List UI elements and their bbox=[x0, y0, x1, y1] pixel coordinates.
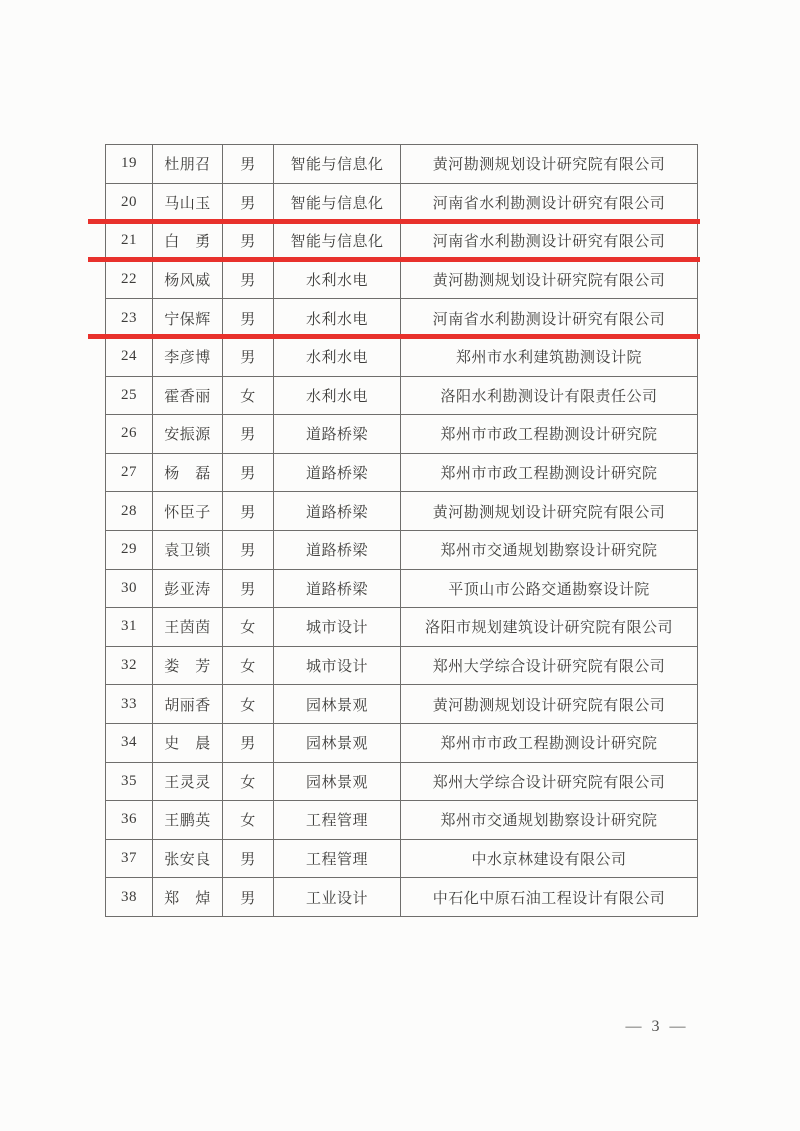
cell-company: 黄河勘测规划设计研究院有限公司 bbox=[401, 260, 698, 299]
table-row bbox=[106, 878, 698, 917]
cell-field: 园林景观 bbox=[274, 762, 401, 801]
cell-gender: 男 bbox=[223, 222, 274, 261]
cell-company: 黄河勘测规划设计研究院有限公司 bbox=[401, 685, 698, 724]
table-row bbox=[106, 801, 698, 840]
cell-name: 王鹏英 bbox=[153, 801, 223, 840]
cell-company: 郑州大学综合设计研究院有限公司 bbox=[401, 762, 698, 801]
cell-field: 工业设计 bbox=[274, 878, 401, 917]
cell-no: 26 bbox=[106, 415, 153, 454]
cell-name: 安振源 bbox=[153, 415, 223, 454]
cell-company: 黄河勘测规划设计研究院有限公司 bbox=[401, 492, 698, 531]
cell-name: 马山玉 bbox=[153, 183, 223, 222]
cell-gender: 男 bbox=[223, 569, 274, 608]
cell-company: 郑州大学综合设计研究院有限公司 bbox=[401, 646, 698, 685]
cell-company: 中水京林建设有限公司 bbox=[401, 839, 698, 878]
cell-name: 史 晨 bbox=[153, 723, 223, 762]
cell-no: 30 bbox=[106, 569, 153, 608]
table-row bbox=[106, 608, 698, 647]
cell-no: 29 bbox=[106, 530, 153, 569]
cell-no: 37 bbox=[106, 839, 153, 878]
cell-field: 道路桥梁 bbox=[274, 453, 401, 492]
cell-gender: 女 bbox=[223, 646, 274, 685]
cell-field: 智能与信息化 bbox=[274, 183, 401, 222]
cell-company: 洛阳市规划建筑设计研究院有限公司 bbox=[401, 608, 698, 647]
cell-gender: 男 bbox=[223, 415, 274, 454]
table-row bbox=[106, 839, 698, 878]
cell-company: 黄河勘测规划设计研究院有限公司 bbox=[401, 145, 698, 184]
table-row bbox=[106, 530, 698, 569]
table-row bbox=[106, 299, 698, 338]
cell-company: 河南省水利勘测设计研究有限公司 bbox=[401, 183, 698, 222]
cell-no: 38 bbox=[106, 878, 153, 917]
page-number: — 3 — bbox=[625, 1018, 689, 1035]
cell-no: 33 bbox=[106, 685, 153, 724]
cell-gender: 男 bbox=[223, 839, 274, 878]
cell-company: 河南省水利勘测设计研究有限公司 bbox=[401, 222, 698, 261]
cell-no: 32 bbox=[106, 646, 153, 685]
table-row bbox=[106, 762, 698, 801]
cell-field: 水利水电 bbox=[274, 260, 401, 299]
cell-name: 杜朋召 bbox=[153, 145, 223, 184]
cell-gender: 男 bbox=[223, 723, 274, 762]
cell-field: 城市设计 bbox=[274, 608, 401, 647]
cell-field: 智能与信息化 bbox=[274, 222, 401, 261]
table-row bbox=[106, 492, 698, 531]
cell-gender: 男 bbox=[223, 260, 274, 299]
cell-gender: 男 bbox=[223, 492, 274, 531]
table-row bbox=[106, 569, 698, 608]
table-row bbox=[106, 723, 698, 762]
cell-field: 城市设计 bbox=[274, 646, 401, 685]
cell-field: 道路桥梁 bbox=[274, 569, 401, 608]
table-row bbox=[106, 415, 698, 454]
cell-name: 怀臣子 bbox=[153, 492, 223, 531]
cell-no: 20 bbox=[106, 183, 153, 222]
cell-field: 智能与信息化 bbox=[274, 145, 401, 184]
cell-name: 李彦博 bbox=[153, 337, 223, 376]
cell-no: 27 bbox=[106, 453, 153, 492]
cell-company: 郑州市市政工程勘测设计研究院 bbox=[401, 723, 698, 762]
table-row bbox=[106, 145, 698, 184]
cell-company: 郑州市水利建筑勘测设计院 bbox=[401, 337, 698, 376]
cell-no: 36 bbox=[106, 801, 153, 840]
cell-no: 23 bbox=[106, 299, 153, 338]
cell-name: 胡丽香 bbox=[153, 685, 223, 724]
cell-company: 平顶山市公路交通勘察设计院 bbox=[401, 569, 698, 608]
cell-gender: 男 bbox=[223, 453, 274, 492]
cell-field: 道路桥梁 bbox=[274, 530, 401, 569]
cell-name: 彭亚涛 bbox=[153, 569, 223, 608]
cell-no: 35 bbox=[106, 762, 153, 801]
cell-gender: 男 bbox=[223, 530, 274, 569]
cell-gender: 男 bbox=[223, 145, 274, 184]
cell-field: 道路桥梁 bbox=[274, 492, 401, 531]
cell-name: 郑 焯 bbox=[153, 878, 223, 917]
cell-no: 19 bbox=[106, 145, 153, 184]
roster-table-body bbox=[106, 145, 698, 917]
cell-field: 水利水电 bbox=[274, 299, 401, 338]
cell-field: 园林景观 bbox=[274, 685, 401, 724]
table-row bbox=[106, 337, 698, 376]
cell-gender: 女 bbox=[223, 762, 274, 801]
cell-company: 郑州市市政工程勘测设计研究院 bbox=[401, 453, 698, 492]
cell-company: 郑州市交通规划勘察设计研究院 bbox=[401, 530, 698, 569]
cell-field: 道路桥梁 bbox=[274, 415, 401, 454]
cell-name: 娄 芳 bbox=[153, 646, 223, 685]
cell-field: 工程管理 bbox=[274, 801, 401, 840]
cell-gender: 女 bbox=[223, 685, 274, 724]
table-row bbox=[106, 222, 698, 261]
cell-company: 洛阳水利勘测设计有限责任公司 bbox=[401, 376, 698, 415]
cell-gender: 女 bbox=[223, 376, 274, 415]
roster-table-wrap bbox=[105, 144, 698, 917]
cell-company: 中石化中原石油工程设计有限公司 bbox=[401, 878, 698, 917]
roster-table bbox=[105, 144, 698, 917]
cell-name: 杨 磊 bbox=[153, 453, 223, 492]
cell-no: 21 bbox=[106, 222, 153, 261]
cell-company: 河南省水利勘测设计研究有限公司 bbox=[401, 299, 698, 338]
cell-name: 宁保辉 bbox=[153, 299, 223, 338]
cell-no: 34 bbox=[106, 723, 153, 762]
cell-no: 31 bbox=[106, 608, 153, 647]
table-row bbox=[106, 685, 698, 724]
table-row bbox=[106, 453, 698, 492]
cell-company: 郑州市市政工程勘测设计研究院 bbox=[401, 415, 698, 454]
cell-gender: 男 bbox=[223, 337, 274, 376]
cell-gender: 男 bbox=[223, 183, 274, 222]
table-row bbox=[106, 376, 698, 415]
cell-no: 25 bbox=[106, 376, 153, 415]
cell-no: 28 bbox=[106, 492, 153, 531]
cell-field: 园林景观 bbox=[274, 723, 401, 762]
cell-field: 水利水电 bbox=[274, 376, 401, 415]
cell-name: 王灵灵 bbox=[153, 762, 223, 801]
cell-gender: 女 bbox=[223, 801, 274, 840]
cell-field: 水利水电 bbox=[274, 337, 401, 376]
cell-name: 王茵茵 bbox=[153, 608, 223, 647]
cell-gender: 男 bbox=[223, 878, 274, 917]
cell-field: 工程管理 bbox=[274, 839, 401, 878]
table-row bbox=[106, 183, 698, 222]
cell-name: 张安良 bbox=[153, 839, 223, 878]
cell-company: 郑州市交通规划勘察设计研究院 bbox=[401, 801, 698, 840]
cell-no: 24 bbox=[106, 337, 153, 376]
cell-name: 杨风威 bbox=[153, 260, 223, 299]
cell-name: 霍香丽 bbox=[153, 376, 223, 415]
cell-name: 白 勇 bbox=[153, 222, 223, 261]
table-row bbox=[106, 646, 698, 685]
cell-name: 袁卫锁 bbox=[153, 530, 223, 569]
table-row bbox=[106, 260, 698, 299]
cell-no: 22 bbox=[106, 260, 153, 299]
cell-gender: 男 bbox=[223, 299, 274, 338]
cell-gender: 女 bbox=[223, 608, 274, 647]
